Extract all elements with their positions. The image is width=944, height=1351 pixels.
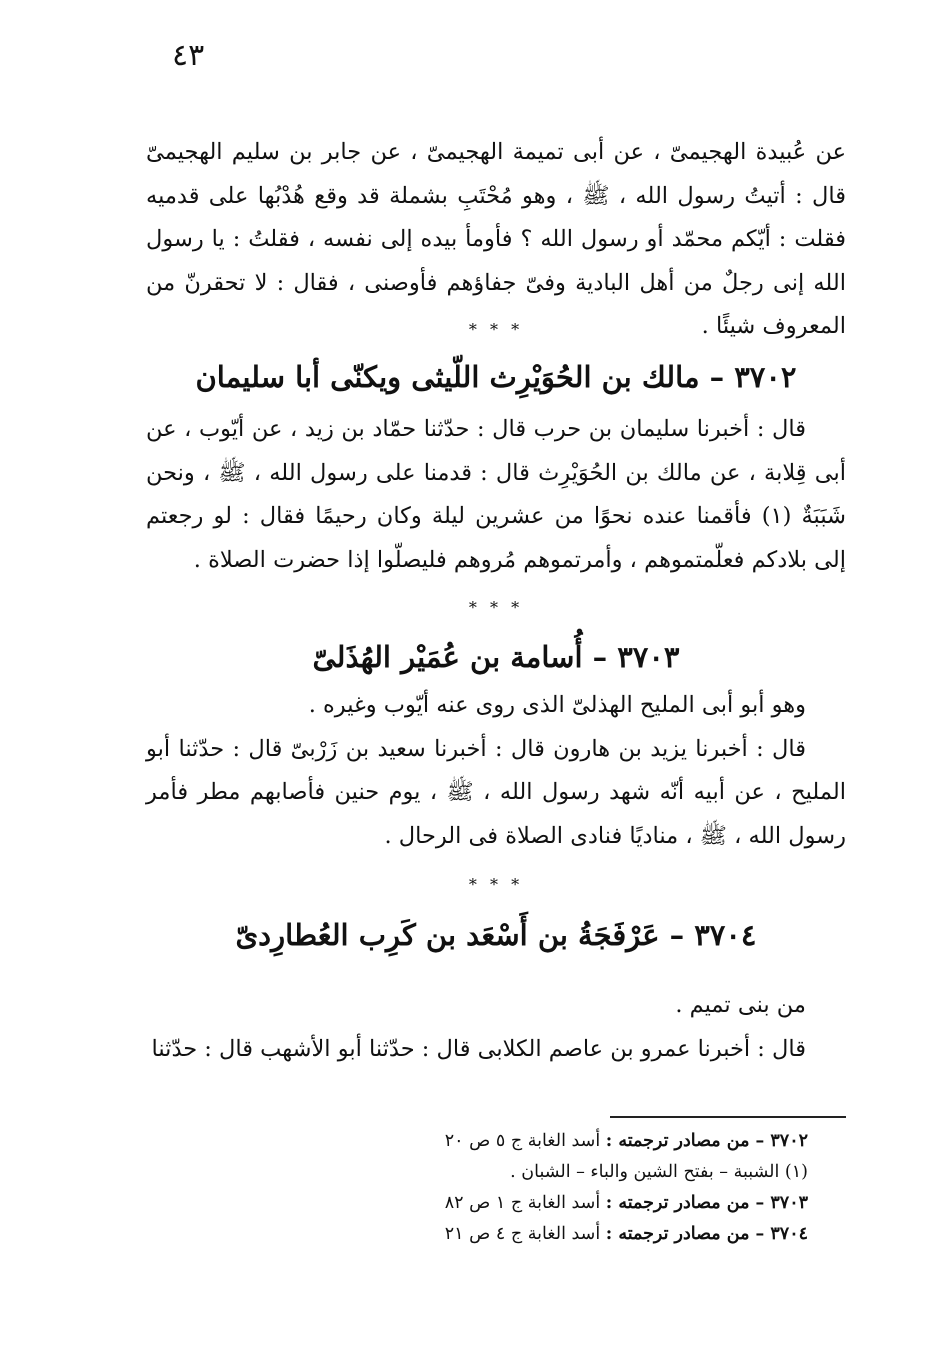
footnote-text: (١) الشببة – بفتح الشين والباء – الشبان . (510, 1162, 808, 1182)
footnotes (300, 1126, 808, 1250)
section-separator-2: * * * (468, 598, 524, 617)
section-3703-body (146, 684, 846, 858)
section-separator-1: * * * (468, 320, 524, 339)
footnote-text: أسد الغابة ج ١ ص ٨٢ (444, 1193, 606, 1213)
paragraph-usama-intro: وهو أبو أبى المليح الهذلىّ الذى روى عنه أيّوب وغيره . (308, 692, 806, 718)
footnote-label: ٣٧٠٤ – من مصادر ترجمته : (605, 1224, 808, 1244)
footnote-label: ٣٧٠٣ – من مصادر ترجمته : (605, 1193, 808, 1213)
heading-3702: ٣٧٠٢ – مالك بن الحُوَيْرِث اللّيثى ويكنّى أبا سليمان (195, 360, 797, 394)
footnote-1-shababa (300, 1157, 808, 1188)
paragraph-arfaja-intro: من بنى تميم . (675, 992, 806, 1018)
paragraph-jabir-hadith: عن عُبيدة الهجيمىّ ، عن أبى تميمة الهجيمىّ ، عن جابر بن سليم الهجيمىّ قال : أتيتُ رسول الله ، ﷺ ، وهو مُحْتَبِ بشملة قد وقع هُدْبُها على قدميه فقلت : أيّكم محمّد أو رسول الله ؟ فأومأ بيده إلى نفسه ، فقلتُ : يا رسول الله إنى رجلٌ من أهل البادية وفىّ جفاؤهم فأوصنى ، فقال : لا تحقرنّ من المعروف شيئًا . (146, 139, 846, 339)
section-3701-continuation (146, 131, 846, 349)
footnote-divider (610, 1116, 846, 1118)
footnote-3703-sources (300, 1188, 808, 1219)
footnote-text: أسد الغابة ج ٤ ص ٢١ (444, 1224, 606, 1244)
section-separator-3: * * * (468, 875, 524, 894)
heading-3704: ٣٧٠٤ – عَرْفَجَةُ بن أَسْعَد بن كَرِب العُطارِدىّ (235, 918, 757, 952)
footnote-label: ٣٧٠٢ – من مصادر ترجمته : (605, 1131, 808, 1151)
section-3704-body (146, 984, 846, 1071)
paragraph-usama-hadith: قال : أخبرنا يزيد بن هارون قال : أخبرنا سعيد بن زَرْبىّ قال : حدّثنا أبو المليح ، عن أبيه أنّه شهد رسول الله ، ﷺ ، يوم حنين فأصابهم مطر فأمر رسول الله ، ﷺ ، مناديًا فنادى الصلاة فى الرحال . (146, 735, 846, 849)
paragraph-malik-hadith: قال : أخبرنا سليمان بن حرب قال : حدّثنا حمّاد بن زيد ، عن أيّوب ، عن أبى قِلابة ، عن مالك بن الحُوَيْرِث قال : قدمنا على رسول الله ، ﷺ ، ونحن شَبَبَةٌ (١) فأقمنا عنده نحوًا من عشرين ليلة وكان رحيمًا فقال : لو رجعتم إلى بلادكم فعلّمتموهم ، وأمرتموهم مُروهم فليصلّوا إذا حضرت الصلاة . (146, 416, 846, 573)
paragraph-arfaja-hadith: قال : أخبرنا عمرو بن عاصم الكلابى قال : حدّثنا أبو الأشهب قال : حدّثنا (151, 1035, 806, 1062)
footnote-3704-sources (300, 1219, 808, 1250)
heading-3703: ٣٧٠٣ – أُسامة بن عُمَيْر الهُذَلىّ (312, 640, 680, 674)
page-number: ٤٣ (172, 38, 205, 73)
section-3702-body (146, 408, 846, 582)
footnote-3702-sources (300, 1126, 808, 1157)
footnote-text: أسد الغابة ج ٥ ص ٢٠ (444, 1131, 606, 1151)
